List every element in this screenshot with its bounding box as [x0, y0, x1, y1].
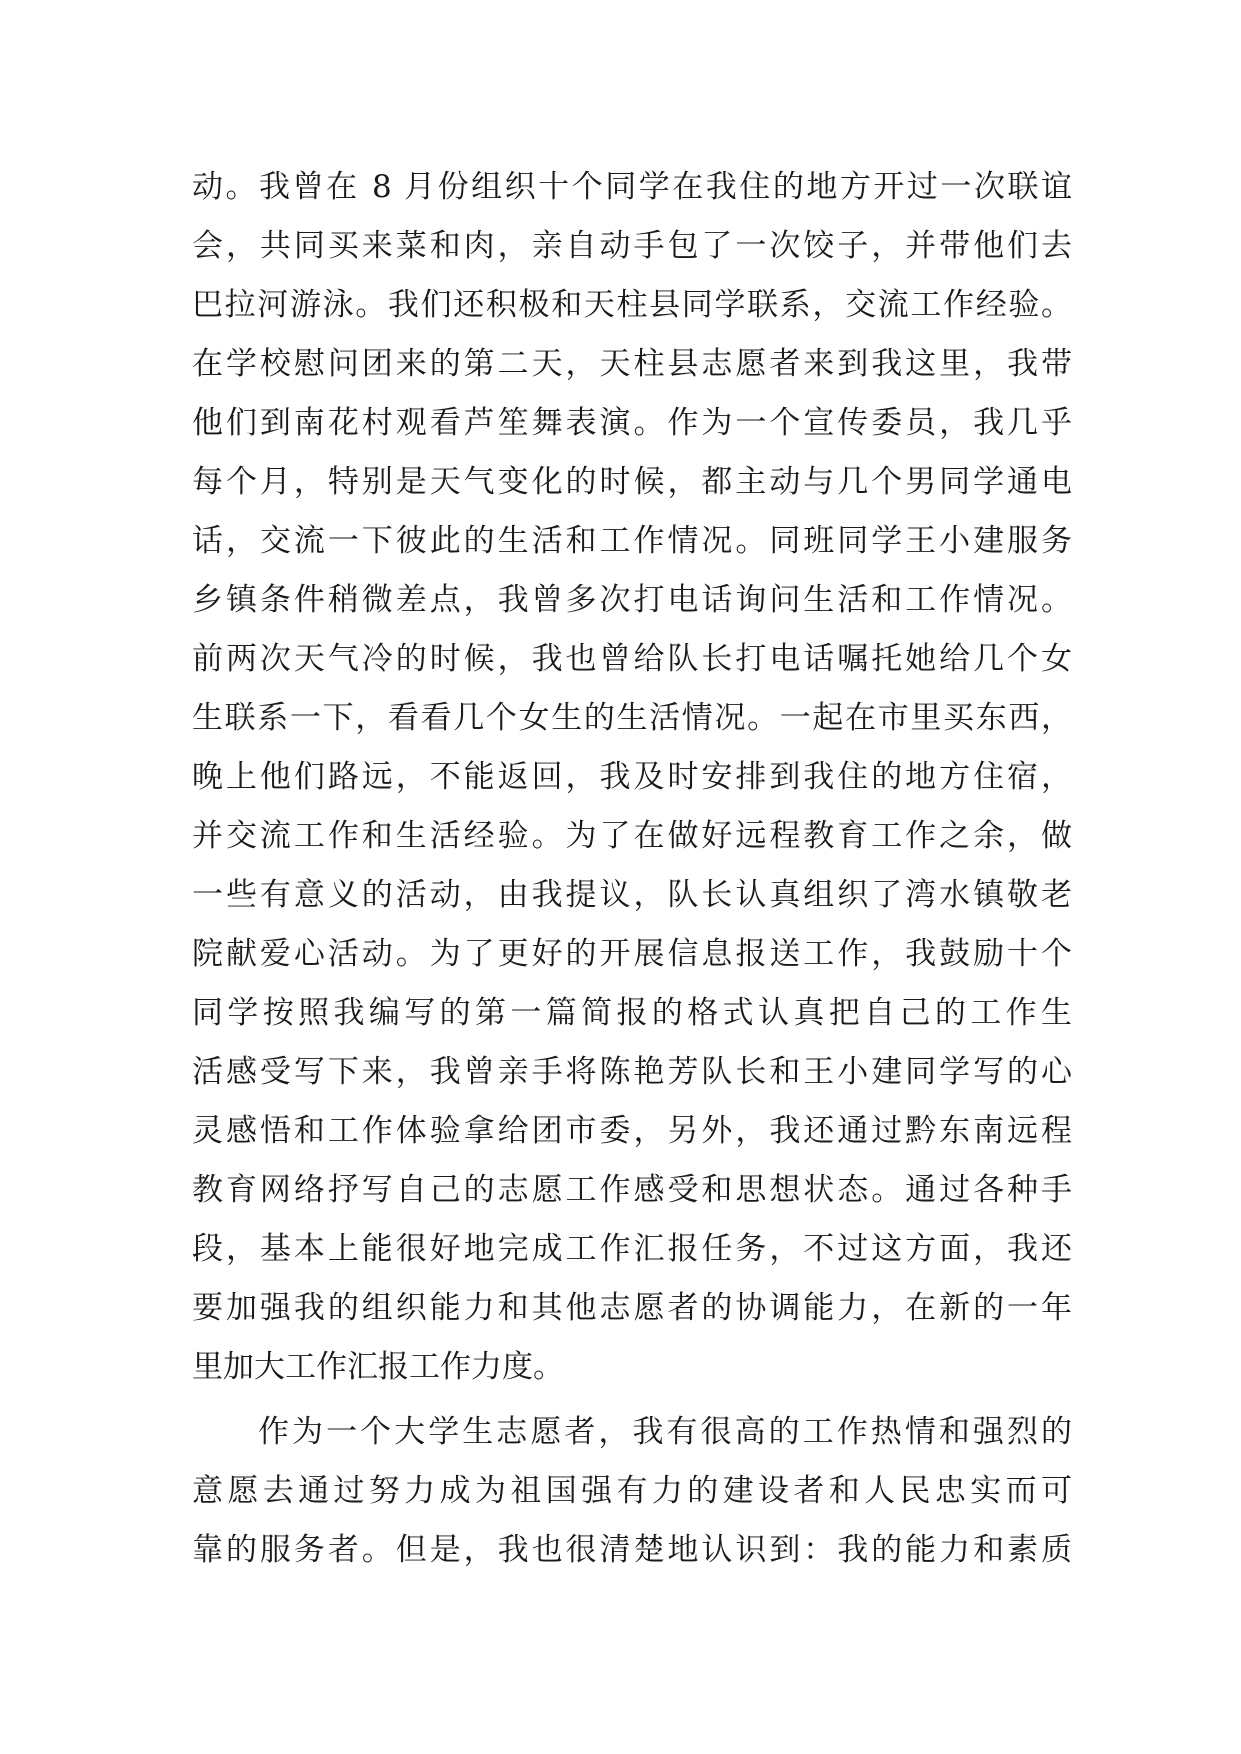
text-line: 巴拉河游泳。我们还积极和天柱县同学联系，交流工作经验。 [192, 287, 1072, 323]
text-line: 动。我曾在 8 月份组织十个同学在我住的地方开过一次联谊 [192, 169, 1072, 205]
text-line: 活感受写下来，我曾亲手将陈艳芳队长和王小建同学写的心 [192, 1054, 1072, 1090]
text-line: 段，基本上能很好地完成工作汇报任务，不过这方面，我还 [192, 1231, 1072, 1267]
text-line: 作为一个大学生志愿者，我有很高的工作热情和强烈的 [258, 1414, 1072, 1450]
text-line: 靠的服务者。但是，我也很清楚地认识到：我的能力和素质 [192, 1532, 1072, 1568]
text-line: 话，交流一下彼此的生活和工作情况。同班同学王小建服务 [192, 523, 1072, 559]
text-line: 同学按照我编写的第一篇简报的格式认真把自己的工作生 [192, 995, 1072, 1031]
text-line: 每个月，特别是天气变化的时候，都主动与几个男同学通电 [192, 464, 1072, 500]
text-line: 灵感悟和工作体验拿给团市委，另外，我还通过黔东南远程 [192, 1113, 1072, 1149]
text-line: 乡镇条件稍微差点，我曾多次打电话询问生活和工作情况。 [192, 582, 1072, 618]
text-line: 里加大工作汇报工作力度。 [192, 1349, 564, 1385]
text-line: 会，共同买来菜和肉，亲自动手包了一次饺子，并带他们去 [192, 228, 1072, 264]
text-line: 生联系一下，看看几个女生的生活情况。一起在市里买东西， [192, 700, 1072, 736]
text-line: 院献爱心活动。为了更好的开展信息报送工作，我鼓励十个 [192, 936, 1072, 972]
text-line: 晚上他们路远，不能返回，我及时安排到我住的地方住宿， [192, 759, 1072, 795]
text-line: 一些有意义的活动，由我提议，队长认真组织了湾水镇敬老 [192, 877, 1072, 913]
text-line: 前两次天气冷的时候，我也曾给队长打电话嘱托她给几个女 [192, 641, 1072, 677]
text-line: 并交流工作和生活经验。为了在做好远程教育工作之余，做 [192, 818, 1072, 854]
paragraph [192, 158, 1072, 1397]
text-line: 教育网络抒写自己的志愿工作感受和思想状态。通过各种手 [192, 1172, 1072, 1208]
text-line: 在学校慰问团来的第二天，天柱县志愿者来到我这里，我带 [192, 346, 1072, 382]
body-text [192, 158, 1072, 1580]
text-line: 要加强我的组织能力和其他志愿者的协调能力，在新的一年 [192, 1290, 1072, 1326]
text-line: 意愿去通过努力成为祖国强有力的建设者和人民忠实而可 [192, 1473, 1072, 1509]
paragraph [192, 1403, 1072, 1580]
text-line: 他们到南花村观看芦笙舞表演。作为一个宣传委员，我几乎 [192, 405, 1072, 441]
